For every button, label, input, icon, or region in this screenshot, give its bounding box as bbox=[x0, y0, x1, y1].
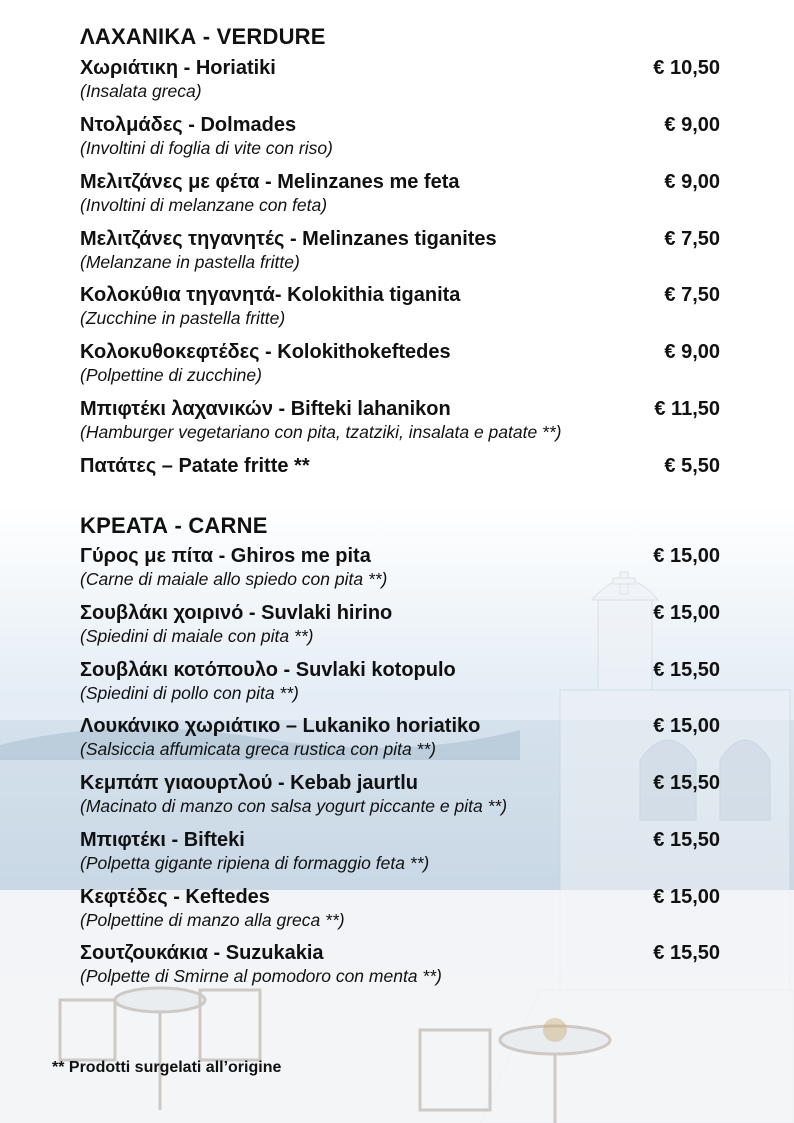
item-description: (Zucchine in pastella fritte) bbox=[80, 308, 286, 328]
item-price: € 5,50 bbox=[664, 455, 720, 477]
menu-item bbox=[80, 659, 720, 704]
item-name: Μπιφτέκι λαχανικών - Bifteki lahanikon bbox=[80, 398, 451, 420]
item-name: Μελιτζάνες με φέτα - Melinzanes me feta bbox=[80, 171, 460, 193]
menu-item bbox=[80, 715, 720, 760]
item-price: € 10,50 bbox=[653, 57, 720, 79]
item-description: (Insalata greca) bbox=[80, 81, 202, 101]
item-price: € 15,50 bbox=[653, 772, 720, 794]
footnote: ** Prodotti surgelati all’origine bbox=[52, 1059, 282, 1076]
item-name: Λουκάνικο χωριάτικο – Lukaniko horiatiko bbox=[80, 715, 481, 737]
item-description: (Polpettine di zucchine) bbox=[80, 365, 262, 385]
item-price: € 15,50 bbox=[653, 942, 720, 964]
item-name: Κεφτέδες - Keftedes bbox=[80, 886, 270, 908]
menu-item bbox=[80, 829, 720, 874]
item-name: Κολοκυθοκεφτέδες - Kolokithokeftedes bbox=[80, 341, 451, 363]
item-name: Κολοκύθια τηγανητά- Kolokithia tiganita bbox=[80, 284, 461, 306]
menu-item bbox=[80, 602, 720, 647]
menu-item bbox=[80, 455, 720, 478]
menu-item bbox=[80, 284, 720, 329]
item-description: (Involtini di foglia di vite con riso) bbox=[80, 138, 333, 158]
item-description: (Melanzane in pastella fritte) bbox=[80, 252, 300, 272]
item-description: (Carne di maiale allo spiedo con pita **) bbox=[80, 569, 388, 589]
item-price: € 15,00 bbox=[653, 545, 720, 567]
item-price: € 11,50 bbox=[654, 398, 720, 420]
menu-item bbox=[80, 398, 720, 443]
item-price: € 15,50 bbox=[653, 659, 720, 681]
item-price: € 9,00 bbox=[664, 341, 720, 363]
item-description: (Spiedini di pollo con pita **) bbox=[80, 683, 299, 703]
item-price: € 7,50 bbox=[664, 284, 720, 306]
menu-item bbox=[80, 942, 720, 987]
item-name: Χωριάτικη - Horiatiki bbox=[80, 57, 276, 79]
item-price: € 7,50 bbox=[664, 228, 720, 250]
item-price: € 9,00 bbox=[664, 171, 720, 193]
item-description: (Polpette di Smirne al pomodoro con menta **) bbox=[80, 966, 442, 986]
item-description: (Involtini di melanzane con feta) bbox=[80, 195, 328, 215]
item-name: Σουτζουκάκια - Suzukakia bbox=[80, 942, 324, 964]
menu-item bbox=[80, 886, 720, 931]
menu-item bbox=[80, 772, 720, 817]
item-name: Ντολμάδες - Dolmades bbox=[80, 114, 297, 136]
item-name: Σουβλάκι κοτόπουλο - Suvlaki kotopulo bbox=[80, 659, 456, 681]
menu-item bbox=[80, 114, 720, 159]
item-price: € 15,00 bbox=[653, 602, 720, 624]
item-description: (Spiedini di maiale con pita **) bbox=[80, 626, 314, 646]
item-name: Κεμπάπ γιαουρτλού - Kebab jaurtlu bbox=[80, 772, 418, 794]
item-name: Γύρος με πίτα - Ghiros me pita bbox=[80, 545, 371, 567]
item-name: Σουβλάκι χοιρινό - Suvlaki hirino bbox=[80, 602, 393, 624]
item-name: Πατάτες – Patate fritte ** bbox=[80, 455, 310, 477]
menu-item bbox=[80, 228, 720, 273]
item-price: € 15,00 bbox=[653, 715, 720, 737]
item-description: (Macinato di manzo con salsa yogurt piccante e pita **) bbox=[80, 796, 508, 816]
item-price: € 9,00 bbox=[664, 114, 720, 136]
section-title-verdure: ΛΑΧΑΝΙΚΑ - VERDURE bbox=[80, 24, 326, 49]
menu-item bbox=[80, 545, 720, 590]
item-name: Μελιτζάνες τηγανητές - Melinzanes tiganites bbox=[80, 228, 497, 250]
item-name: Μπιφτέκι - Bifteki bbox=[80, 829, 245, 851]
item-price: € 15,50 bbox=[653, 829, 720, 851]
menu-item bbox=[80, 57, 720, 102]
item-description: (Polpetta gigante ripiena di formaggio feta **) bbox=[80, 853, 430, 873]
item-description: (Polpettine di manzo alla greca **) bbox=[80, 910, 345, 930]
section-title-carne: ΚΡΕΑΤΑ - CARNE bbox=[80, 513, 268, 538]
item-description: (Salsiccia affumicata greca rustica con pita **) bbox=[80, 739, 436, 759]
menu-item bbox=[80, 171, 720, 216]
menu-item bbox=[80, 341, 720, 386]
item-description: (Hamburger vegetariano con pita, tzatziki, insalata e patate **) bbox=[80, 422, 562, 442]
item-price: € 15,00 bbox=[653, 886, 720, 908]
